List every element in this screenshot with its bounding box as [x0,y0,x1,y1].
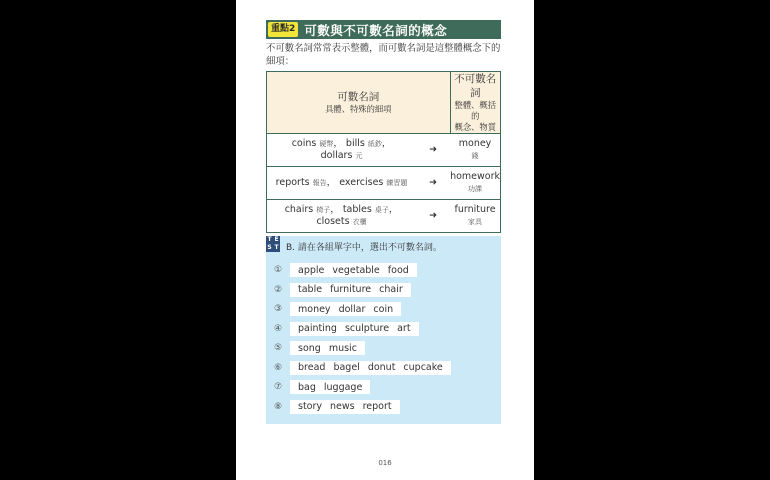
countable-header-title: 可數名詞 [337,91,380,103]
countable-word-zh: 椅子 [316,205,331,214]
uncountable-word: homework [450,170,500,182]
section-heading [266,20,501,39]
arrow-icon: ➜ [416,167,450,200]
list-item [272,302,401,316]
countable-word: exercises [339,176,384,188]
uncountable-cell [450,134,500,167]
item-number: ③ [273,304,283,314]
test-icon [266,236,280,252]
countable-cell [267,200,417,233]
test-instructions: B. 請在各組單字中，選出不可數名詞。 [286,243,442,253]
word-option[interactable]: sculpture [344,323,390,334]
separator: ， [388,203,399,215]
uncountable-header-subtitle-2: 概念、物質 [454,122,497,132]
word-option[interactable]: story [298,401,323,412]
list-item [272,341,365,355]
separator: ， [381,137,392,149]
list-item [272,361,451,375]
countable-word: chairs [284,203,314,215]
word-group [290,302,401,316]
test-exercise-box [266,236,501,424]
uncountable-word-zh: 功課 [468,185,483,193]
test-icon-letter: T [267,236,272,243]
word-option[interactable]: cupcake [403,362,443,373]
countable-header [267,72,451,134]
word-option[interactable]: furniture [330,284,372,295]
word-option[interactable]: dollar [338,303,366,315]
countable-word: coins [291,137,317,149]
uncountable-header-title: 不可數名詞 [454,73,497,99]
uncountable-cell [450,200,500,233]
uncountable-cell [450,167,500,200]
countable-word: dollars [320,150,353,161]
countable-word-zh: 硬幣 [319,139,334,148]
uncountable-word: money [458,137,492,149]
page-number: 016 [378,459,392,467]
countable-word-zh: 練習題 [386,178,408,187]
word-option[interactable]: coin [373,303,394,315]
word-option[interactable]: donut [367,362,396,373]
item-number: ② [273,284,283,295]
item-number: ⑦ [273,382,283,392]
word-group [290,283,411,297]
item-number: ⑧ [273,401,283,412]
intro-text: 不可數名詞常常表示整體，而可數名詞是這整體概念下的細項： [266,43,501,67]
separator: ， [326,176,337,188]
word-option[interactable]: vegetable [332,264,380,276]
separator: ， [333,137,343,149]
table-header-row [267,72,501,134]
word-option[interactable]: art [397,323,411,334]
word-option[interactable]: painting [298,323,337,334]
test-icon-letter: S [267,244,272,251]
item-number: ④ [273,323,283,334]
uncountable-word-zh: 家具 [468,218,483,226]
section-title: 可數與不可數名詞的概念 [304,22,448,38]
word-option[interactable]: bread [298,362,326,373]
word-option[interactable]: bag [298,381,316,393]
countable-word: reports [275,176,310,188]
countable-word: tables [342,203,372,215]
word-option[interactable]: music [328,342,357,354]
countable-word-zh: 報告 [312,178,327,187]
key-point-badge: 重點2 [268,22,298,37]
separator: ， [330,203,340,215]
uncountable-word: furniture [454,203,496,215]
word-option[interactable]: money [298,303,331,315]
word-option[interactable]: song [298,342,321,354]
document-page [236,0,534,480]
word-option[interactable]: chair [379,284,403,295]
word-option[interactable]: luggage [323,381,363,393]
uncountable-word-zh: 錢 [471,152,479,160]
word-option[interactable]: table [298,284,323,295]
list-item [272,283,411,297]
list-item [272,322,419,336]
countable-word-zh: 元 [355,152,363,160]
item-number: ⑤ [273,343,283,353]
countable-cell [267,167,417,200]
list-item [272,400,400,414]
word-group [290,380,370,394]
word-group [290,322,419,336]
test-icon-letter: T [274,244,279,251]
word-group [290,361,451,375]
table-row [267,167,501,200]
word-option[interactable]: report [362,401,392,412]
noun-comparison-table [266,71,501,233]
countable-word: closets [316,216,350,227]
countable-word-zh: 桌子 [374,205,389,214]
word-group [290,263,417,277]
word-option[interactable]: bagel [333,362,360,373]
table-row [267,134,501,167]
test-icon-letter: E [274,236,279,243]
countable-header-subtitle: 具體、特殊的細項 [325,104,392,114]
uncountable-header-subtitle-1: 整體、概括的 [454,100,497,121]
countable-word: bills [345,137,365,149]
table-row [267,200,501,233]
word-group [290,400,400,414]
word-option[interactable]: food [387,264,409,276]
countable-word-zh: 紙鈔 [367,139,382,148]
arrow-icon: ➜ [416,134,450,167]
list-item [272,380,370,394]
countable-cell [267,134,417,167]
word-option[interactable]: news [330,401,355,412]
list-item [272,263,417,277]
item-number: ⑥ [273,362,283,373]
word-group [290,341,365,355]
countable-word-zh: 衣櫃 [352,218,367,226]
uncountable-header [450,72,500,134]
arrow-icon: ➜ [416,200,450,233]
word-option[interactable]: apple [298,264,325,276]
item-number: ① [273,265,283,275]
